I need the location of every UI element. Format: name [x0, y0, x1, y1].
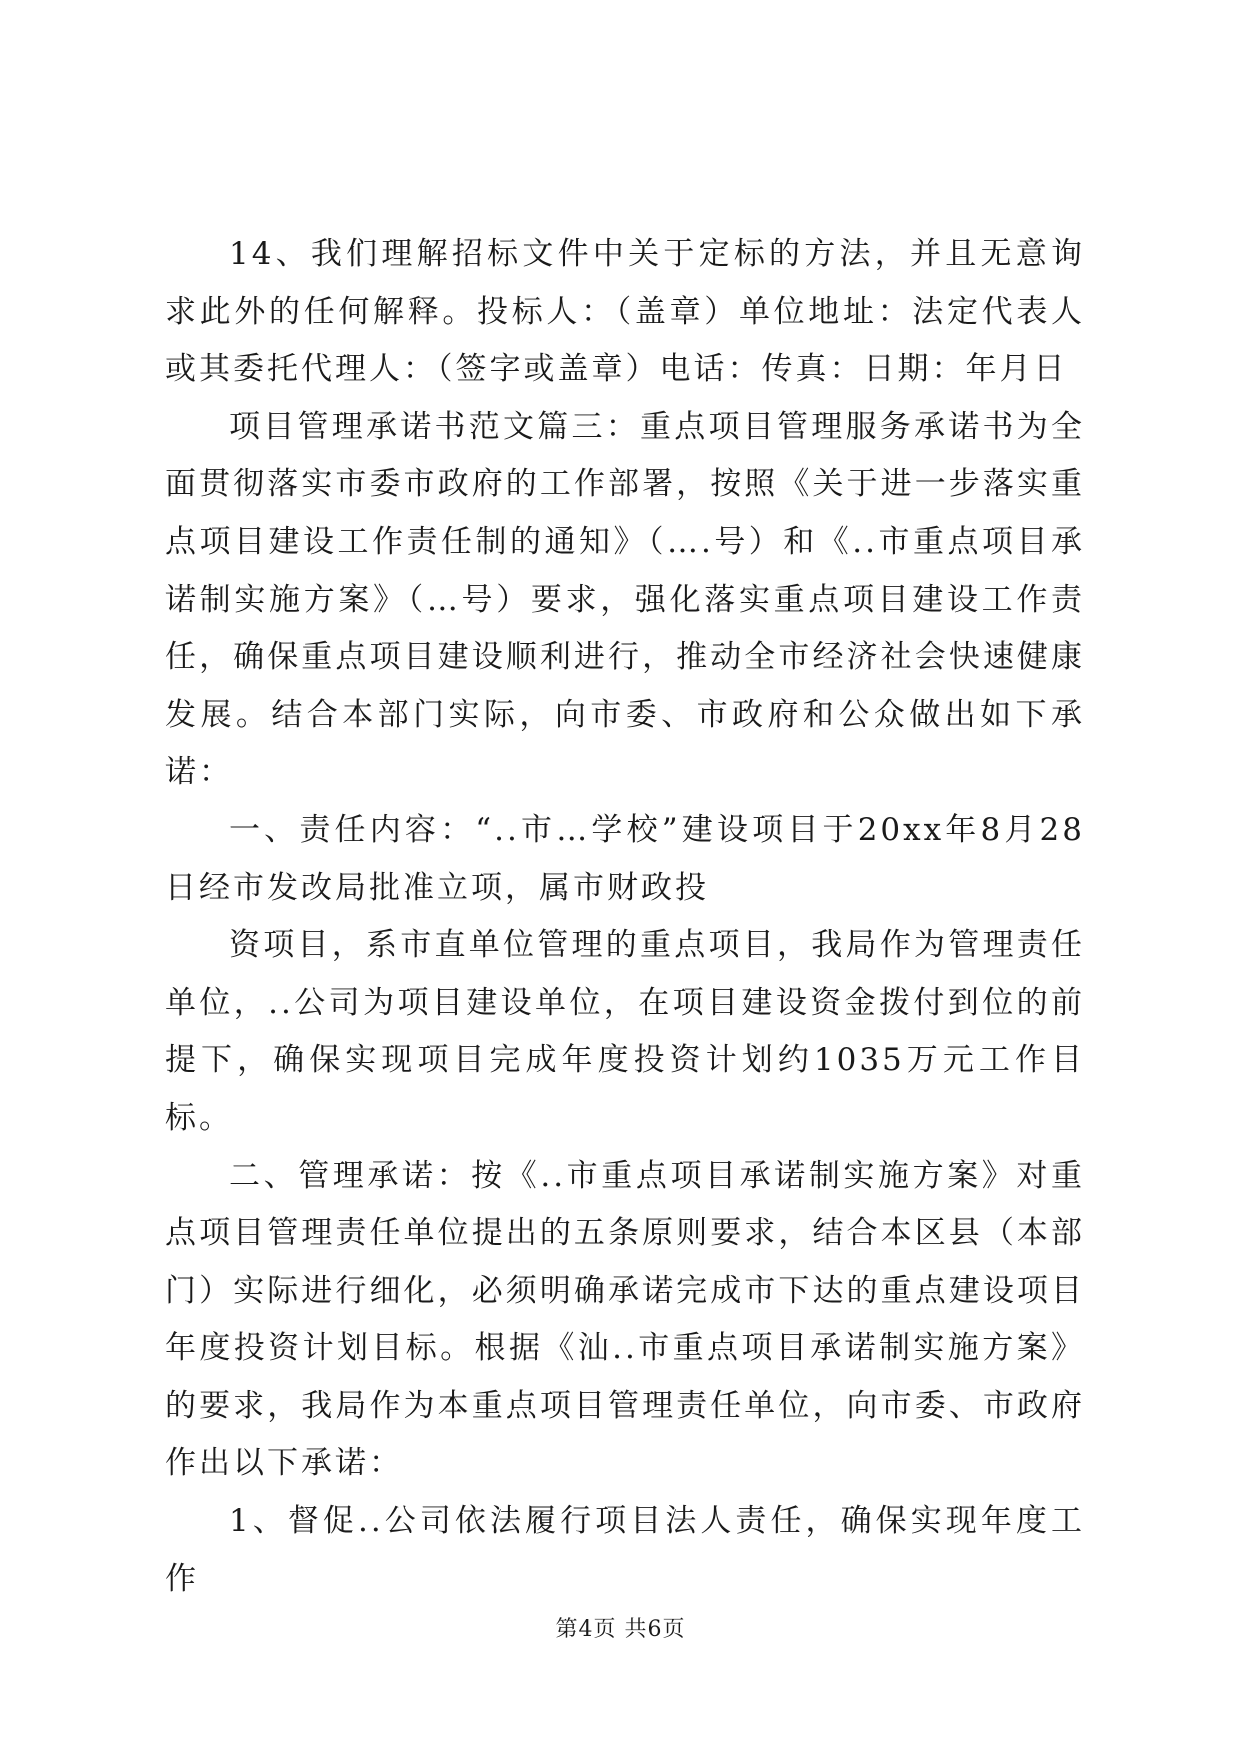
paragraph: 二、管理承诺：按《..市重点项目承诺制实施方案》对重点项目管理责任单位提出的五条原则要求，结合本区县（本部门）实际进行细化，必须明确承诺完成市下达的重点建设项目年度投资计划目标。根据《汕..市重点项目承诺制实施方案》的要求，我局作为本重点项目管理责任单位，向市委、市政府作出以下承诺：	[165, 1157, 1085, 1482]
document-body	[165, 226, 1085, 1608]
paragraph: 1、督促..公司依法履行项目法人责任，确保实现年度工作	[165, 1503, 1085, 1597]
paragraph: 项目管理承诺书范文篇三：重点项目管理服务承诺书为全面贯彻落实市委市政府的工作部署，按照《关于进一步落实重点项目建设工作责任制的通知》（….号）和《..市重点项目承诺制实施方案》（…号）要求，强化落实重点项目建设工作责任，确保重点项目建设顺利进行，推动全市经济社会快速健康发展。结合本部门实际，向市委、市政府和公众做出如下承诺：	[165, 408, 1085, 791]
paragraph: 一、责任内容：“..市…学校”建设项目于20xx年8月28日经市发改局批准立项，属市财政投	[165, 811, 1085, 906]
page-number-footer: 第4页 共6页	[555, 1617, 686, 1642]
paragraph: 14、我们理解招标文件中关于定标的方法，并且无意询求此外的任何解释。投标人：（盖章）单位地址：法定代表人或其委托代理人：（签字或盖章）电话：传真：日期：年月日	[165, 236, 1085, 388]
paragraph: 资项目，系市直单位管理的重点项目，我局作为管理责任单位，..公司为项目建设单位，在项目建设资金拨付到位的前提下，确保实现项目完成年度投资计划约1035万元工作目标。	[165, 927, 1085, 1136]
